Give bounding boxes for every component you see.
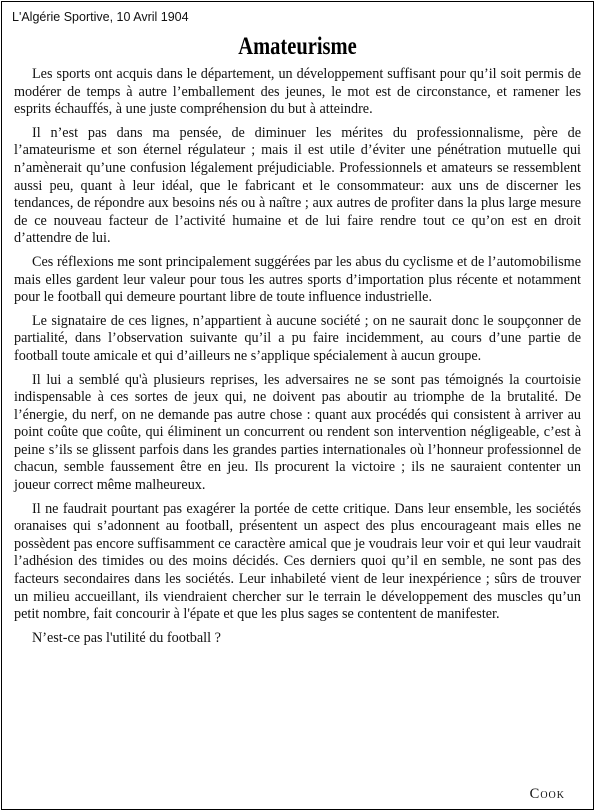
paragraph-3: Ces réflexions me sont principalement suggérées par les abus du cyclisme et de l’automobilisme mais elles gardent leur valeur pour tous les autres sports d’importation plus récente et notamment pour le football qui demeure pourtant libre de toute influence industrielle.	[14, 253, 581, 306]
article-body	[14, 66, 581, 647]
source-line: L'Algérie Sportive, 10 Avril 1904	[12, 10, 189, 24]
paragraph-2: Il n’est pas dans ma pensée, de diminuer les mérites du professionnalisme, père de l’amateurisme et son éternel régulateur ; mais il est utile d’éviter une pénétration mutuelle qui n’amènerait qu’une confusion légalement préjudiciable. Professionnels et amateurs se ressemblent aussi peu, quant à leur idéal, que le fabricant et le consommateur: aux uns de discerner les tendances, de répondre aux besoins nés ou à naître ; aux autres de profiter dans la plus large mesure de ce nouveau facteur de l’activité humaine et de lui faire rendre tout ce qu’on est en droit d’attendre de lui.	[14, 124, 581, 247]
document-page	[1, 1, 594, 810]
paragraph-4: Le signataire de ces lignes, n’appartient à aucune société ; on ne saurait donc le soupçonner de partialité, dans l’observation suivante qu’il a pu faire incidemment, au cours d’une partie de football toute amicale et qui d’ailleurs ne s’applique spécialement à aucun groupe.	[14, 312, 581, 364]
paragraph-1: Les sports ont acquis dans le département, un développement suffisant pour qu’il soit permis de modérer de temps à autre l’emballement des jeunes, le mot est de circonstance, et ramener les esprits échauffés, à une juste compréhension du but à atteindre.	[14, 66, 581, 118]
author-signature: Cook	[529, 786, 565, 802]
article-title: Amateurisme	[238, 33, 357, 60]
paragraph-5: Il lui a semblé qu'à plusieurs reprises, les adversaires ne se sont pas témoignés la courtoisie indispensable à ces sortes de jeux qui, ne doivent pas aboutir au triomphe de la brutalité. De l’énergie, du nerf, on ne demande pas autre chose : quant aux procédés qui consistent à arriver au point coûte que coûte, qui éliminent un concurrent ou rendent son intervention négligeable, c’est à peine s’ils se glissent parfois dans les grandes parties internationales où l’honneur professionnel de chacun, semble faussement être en jeu. Ils procurent la victoire ; ils ne sauraient contenter un joueur correct même malheureux.	[14, 371, 581, 494]
paragraph-closing: N’est-ce pas l'utilité du football ?	[32, 629, 221, 646]
paragraph-6: Il ne faudrait pourtant pas exagérer la portée de cette critique. Dans leur ensemble, les sociétés oranaises qui s’adonnent au football, présentent un aspect des plus encourageant mais elles ne possèdent pas encore suffisamment ce caractère amical que je voudrais leur voir et qui leur vaudrait l’adhésion des timides ou des moins décidés. Ces derniers quoi qu’il en semble, ne sont pas des facteurs secondaires dans les sociétés. Leur inhabileté vient de leur inexpérience ; sûrs de trouver un milieu accueillant, ils viendraient chercher sur le terrain le développement des muscles qu’un petit nombre, fait concourir à l'épate et que les plus sages se contentent de manifester.	[14, 500, 581, 623]
